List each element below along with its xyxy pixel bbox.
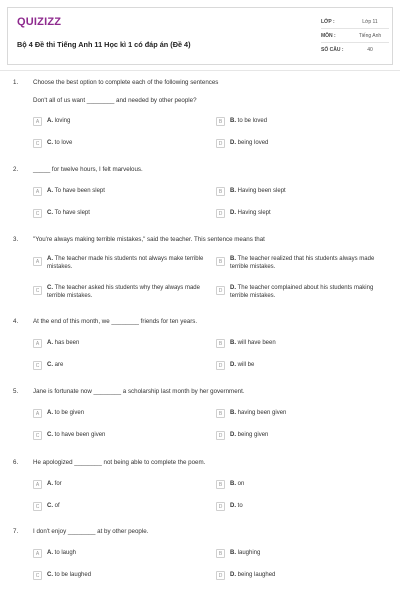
option-letter: A	[33, 339, 42, 348]
option-a[interactable]	[33, 549, 76, 558]
option-letter: C	[33, 571, 42, 580]
option-text: has been	[54, 340, 80, 346]
option-text: To have been slept	[54, 188, 105, 194]
meta-value: 40	[367, 47, 373, 53]
option-key: D.	[230, 432, 236, 438]
option-key: C.	[47, 210, 53, 216]
option-text: Having slept	[237, 210, 271, 216]
option-c[interactable]	[33, 209, 90, 218]
meta-key: SỐ CÂU :	[321, 47, 344, 53]
option-a[interactable]	[33, 409, 84, 418]
instruction-text: Choose the best option to complete each of the following sentences	[33, 79, 219, 86]
option-key: C.	[47, 432, 53, 438]
option-key: C.	[47, 140, 53, 146]
option-key: A.	[47, 188, 53, 194]
meta-row-subject	[321, 29, 389, 43]
option-key: D.	[230, 140, 236, 146]
option-key: D.	[230, 285, 236, 291]
option-letter: C	[33, 502, 42, 511]
question-number: 2.	[13, 166, 19, 173]
option-text: of	[54, 503, 60, 509]
option-letter: D	[216, 361, 225, 370]
option-key: B.	[230, 481, 236, 487]
option-key: B.	[230, 550, 236, 556]
option-text: to be laughed	[54, 572, 92, 578]
option-letter: C	[33, 209, 42, 218]
option-b[interactable]	[216, 339, 276, 348]
question-number: 3.	[13, 236, 19, 243]
question-number: 7.	[13, 528, 19, 535]
option-key: B.	[230, 256, 236, 262]
option-key: B.	[230, 340, 236, 346]
option-b[interactable]	[216, 257, 390, 271]
option-letter: C	[33, 431, 42, 440]
option-key: C.	[47, 362, 53, 368]
option-text: To have slept	[54, 210, 90, 216]
option-letter: C	[33, 139, 42, 148]
option-text: to	[237, 503, 243, 509]
question-number: 6.	[13, 459, 19, 466]
option-key: D.	[230, 503, 236, 509]
option-letter: B	[216, 480, 225, 489]
option-key: B.	[230, 118, 236, 124]
option-letter: A	[33, 257, 42, 266]
option-text: The teacher complained about his students making terrible mistakes.	[230, 285, 374, 299]
option-text: having been given	[237, 410, 287, 416]
option-key: B.	[230, 410, 236, 416]
question-text: _____ for twelve hours, I felt marvelous.	[33, 166, 143, 173]
option-text: being given	[237, 432, 269, 438]
meta-row-count	[321, 43, 389, 57]
option-key: A.	[47, 481, 53, 487]
option-letter: B	[216, 339, 225, 348]
option-letter: D	[216, 209, 225, 218]
option-c[interactable]	[33, 571, 91, 580]
option-text: for	[54, 481, 62, 487]
option-key: C.	[47, 503, 53, 509]
option-letter: B	[216, 117, 225, 126]
option-key: A.	[47, 256, 53, 262]
option-text: to be loved	[237, 118, 268, 124]
option-text: The teacher realized that his students always made terrible mistakes.	[230, 256, 375, 270]
meta-row-grade	[321, 15, 389, 29]
option-letter: B	[216, 257, 225, 266]
option-key: A.	[47, 340, 53, 346]
option-text: The teacher made his students not always make terrible mistakes.	[47, 256, 204, 270]
option-key: B.	[230, 188, 236, 194]
option-letter: D	[216, 502, 225, 511]
option-b[interactable]	[216, 409, 286, 418]
option-text: are	[54, 362, 64, 368]
question-text: Don't all of us want ________ and needed by other people?	[33, 97, 197, 104]
quiz-title: Bộ 4 Đề thi Tiếng Anh 11 Học kì 1 có đáp án (Đề 4)	[17, 40, 191, 49]
option-d[interactable]	[216, 431, 268, 440]
option-a[interactable]	[33, 339, 79, 348]
option-letter: A	[33, 187, 42, 196]
option-text: loving	[54, 118, 71, 124]
question-text: "You're always making terrible mistakes," said the teacher. This sentence means that	[33, 236, 265, 243]
meta-value: Tiếng Anh	[358, 32, 382, 39]
option-b[interactable]	[216, 117, 267, 126]
option-key: C.	[47, 285, 53, 291]
quizizz-logo: QUIZIZZ	[17, 16, 62, 28]
meta-key: LỚP :	[321, 18, 335, 25]
option-c[interactable]	[33, 502, 60, 511]
question-number: 5.	[13, 388, 19, 395]
quiz-header	[7, 7, 393, 65]
question-text: Jane is fortunate now ________ a scholarship last month by her government.	[33, 388, 245, 395]
option-d[interactable]	[216, 286, 390, 300]
option-b[interactable]	[216, 187, 286, 196]
option-c[interactable]	[33, 361, 63, 370]
question-text: I don't enjoy ________ at by other people.	[33, 528, 149, 535]
option-d[interactable]	[216, 209, 271, 218]
option-letter: C	[33, 361, 42, 370]
option-b[interactable]	[216, 549, 260, 558]
option-letter: D	[216, 286, 225, 295]
option-text: The teacher asked his students why they always made terrible mistakes.	[47, 285, 200, 299]
option-text: to love	[54, 140, 73, 146]
option-a[interactable]	[33, 187, 105, 196]
option-key: D.	[230, 572, 236, 578]
option-key: C.	[47, 572, 53, 578]
option-key: D.	[230, 362, 236, 368]
option-text: on	[237, 481, 245, 487]
option-letter: A	[33, 549, 42, 558]
option-letter: A	[33, 409, 42, 418]
meta-key: MÔN :	[321, 32, 336, 39]
option-d[interactable]	[216, 571, 275, 580]
question-text: He apologized ________ not being able to complete the poem.	[33, 459, 206, 466]
option-b[interactable]	[216, 480, 244, 489]
option-key: D.	[230, 210, 236, 216]
option-text: laughing	[237, 550, 261, 556]
option-a[interactable]	[33, 480, 62, 489]
option-c[interactable]	[33, 286, 207, 300]
question-number: 1.	[13, 79, 19, 86]
option-letter: D	[216, 571, 225, 580]
option-letter: C	[33, 286, 42, 295]
header-divider	[0, 70, 400, 71]
option-a[interactable]	[33, 117, 70, 126]
option-c[interactable]	[33, 139, 72, 148]
option-d[interactable]	[216, 502, 243, 511]
question-number: 4.	[13, 318, 19, 325]
option-letter: D	[216, 431, 225, 440]
option-letter: B	[216, 187, 225, 196]
option-key: A.	[47, 410, 53, 416]
option-text: being laughed	[237, 572, 276, 578]
option-letter: D	[216, 139, 225, 148]
option-c[interactable]	[33, 431, 105, 440]
option-text: to laugh	[54, 550, 77, 556]
option-text: will be	[237, 362, 255, 368]
option-text: to be given	[54, 410, 85, 416]
option-letter: B	[216, 549, 225, 558]
option-letter: B	[216, 409, 225, 418]
option-key: A.	[47, 118, 53, 124]
option-text: Having been slept	[237, 188, 286, 194]
option-a[interactable]	[33, 257, 207, 271]
option-text: to have been given	[54, 432, 106, 438]
option-d[interactable]	[216, 139, 268, 148]
option-d[interactable]	[216, 361, 254, 370]
option-letter: A	[33, 480, 42, 489]
option-letter: A	[33, 117, 42, 126]
question-text: At the end of this month, we ________ friends for ten years.	[33, 318, 198, 325]
option-key: A.	[47, 550, 53, 556]
option-text: being loved	[237, 140, 269, 146]
quiz-meta-table	[321, 15, 389, 57]
option-text: will have been	[237, 340, 276, 346]
meta-value: Lớp 11	[362, 18, 378, 25]
